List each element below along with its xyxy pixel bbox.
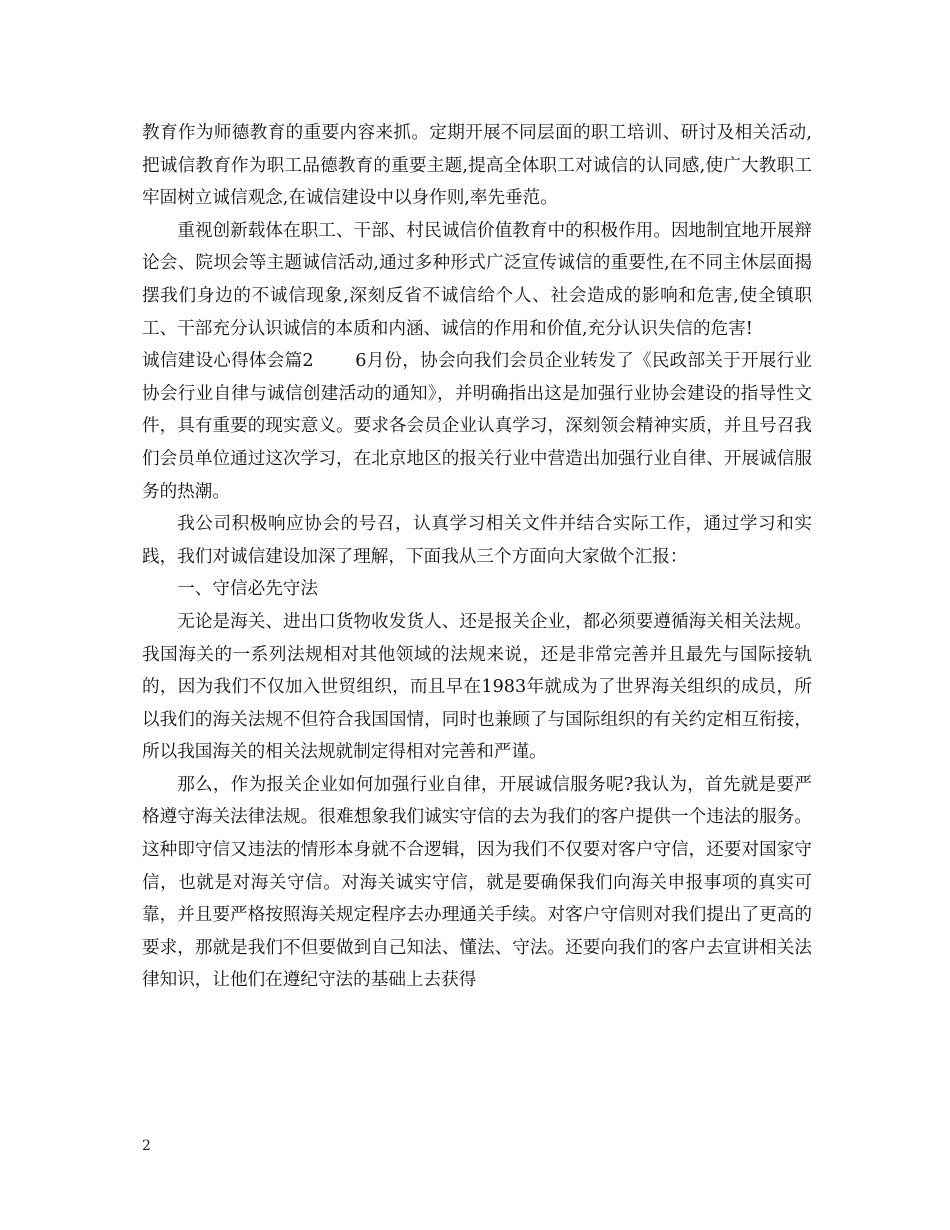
paragraph-2: 重视创新载体在职工、干部、村民诚信价值教育中的积极作用。因地制宜地开展辩论会、院坝会等主题诚信活动,通过多种形式广泛宣传诚信的重要性,在不同主休层面揭摆我们身边的不诚信现象,深刻反省不诚信给个人、社会造成的影响和危害,使全镇职工、干部充分认识诚信的本质和内涵、诚信的作用和价值,充分认识失信的危害! — [142, 220, 812, 339]
paragraph-5: 无论是海关、进出口货物收发货人、还是报关企业，都必须要遵循海关相关法规。我国海关的一系列法规相对其他领域的法规来说，还是非常完善并且最先与国际接轨的，因为我们不仅加入世贸组织，而且早在1983年就成为了世界海关组织的成员，所以我们的海关法规不但符合我国国情，同时也兼顾了与国际组织的有关约定相互衔接，所以我国海关的相关法规就制定得相对完善和严谨。 — [142, 611, 812, 763]
paragraph-3: 诚信建设心得体会篇2 6月份，协会向我们会员企业转发了《民政部关于开展行业协会行业自律与诚信创建活动的通知》，并明确指出这是加强行业协会建设的指导性文件，具有重要的现实意义。要求各会员企业认真学习，深刻领会精神实质，并且号召我们会员单位通过这次学习，在北京地区的报关行业中营造出加强行业自律、开展诚信服务的热潮。 — [142, 351, 812, 502]
paragraph-6: 那么，作为报关企业如何加强行业自律，开展诚信服务呢?我认为，首先就是要严格遵守海关法律法规。很难想象我们诚实守信的去为我们的客户提供一个违法的服务。这种即守信又违法的情形本身就不合逻辑，因为我们不仅要对客户守信，还要对国家守信，也就是对海关守信。对海关诚实守信，就是要确保我们向海关申报事项的真实可靠，并且要严格按照海关规定程序去办理通关手续。对客户守信则对我们提出了更高的要求，那就是我们不但要做到自己知法、懂法、守法。还要向我们的客户去宣讲相关法律知识，让他们在遵纪守法的基础上去获得 — [142, 774, 812, 991]
page-number: 2 — [142, 1138, 151, 1154]
paragraph-1: 教育作为师德教育的重要内容来抓。定期开展不同层面的职工培训、研讨及相关活动,把诚信教育作为职工品德教育的重要主题,提高全体职工对诚信的认同感,使广大教职工牢固树立诚信观念,在诚信建设中以身作则,率先垂范。 — [142, 123, 812, 209]
paragraph-4: 我公司积极响应协会的号召，认真学习相关文件并结合实际工作，通过学习和实践，我们对诚信建设加深了理解，下面我从三个方面向大家做个汇报： — [142, 514, 812, 567]
body-text — [142, 117, 812, 997]
section-heading: 一、守信必先守法 — [177, 579, 318, 600]
